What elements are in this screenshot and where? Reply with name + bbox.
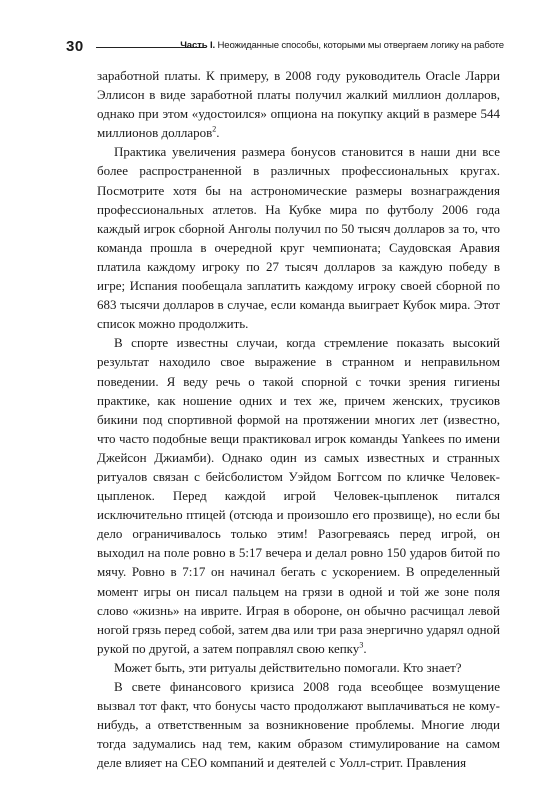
running-header <box>60 38 504 58</box>
paragraph: заработной платы. К примеру, в 2008 году руководитель Oracle Ларри Эллисон в виде заработной платы получил жалкий миллион долларов, однако при этом «удостоился» опциона на покупку акций в размере 544 миллионов долларов$^2$. <box>97 68 500 141</box>
part-label: Часть I. <box>180 40 215 51</box>
paragraph: Может быть, эти ритуалы действительно помогали. Кто знает? <box>114 659 462 675</box>
paragraph: Практика увеличения размера бонусов становится в наши дни все более распространенной в различных профессиональных кругах. Посмотрите хотя бы на астрономические размеры вознаграждения профессиональных атлетов. На Кубке мира по футболу 2006 года каждый игрок сборной Анголы получил по 50 тысяч долларов за то, что команда прошла в очередной круг чемпионата; Саудовская Аравия платила каждому игроку по 27 тысяч долларов за каждую победу в игре; Испания пообещала заплатить каждому игроку своей сборной по 683 тысячи долларов в случае, если команда выиграет Кубок мира. Этот список можно продолжить. <box>97 144 500 332</box>
running-title <box>180 40 504 51</box>
paragraph: В свете финансового кризиса 2008 года всеобщее возмущение вызвал тот факт, что бонусы часто продолжают выплачиваться не кому-нибудь, а ответственным за возникновение проблемы. Многие люди тогда задумались над тем, каким образом стимулирование на самом деле влияет на CEO компаний и деятелей с Уолл-стрит. Правления <box>97 679 500 771</box>
body-text <box>97 66 500 772</box>
paragraph: В спорте известны случаи, когда стремление показать высокий результат находило свое выражение в странном и неправильном поведении. Я веду речь о такой спорной с точки зрения гигиены практике, как ношение одних и тех же, причем женских, трусиков бикини под спортивной формой на протяжении многих лет (известно, что часто подобные вещи практиковал игрок команды Yankees по имени Джейсон Джиамби). Однако один из самых известных и странных ритуалов связан с бейсболистом Уэйдом Боггсом по кличке Человек-цыпленок. Перед каждой игрой Человек-цыпленок питался исключительно птицей (отсюда и произошло его прозвище), но если бы дело ограничивалось только этим! Разогреваясь перед игрой, он выходил на поле ровно в 5:17 вечера и делал ровно 150 ударов битой по мячу. Ровно в 7:17 он начинал бегать с ускорением. В определенный момент игры он писал пальцем на грязи в одной и той же зоне поля слово «жизнь» на иврите. Играя в обороне, он обычно расчищал левой ногой грязь перед собой, затем два или три раза энергично ударял одной рукой по другой, а затем поправлял свою кепку$^3$. <box>97 335 500 656</box>
page-number: 30 <box>66 38 84 55</box>
paragraph-text: В спорте известны случаи, когда стремление показать высокий результат находило свое выражение в странном и неправильном поведении. Я веду речь о такой спорной с точки зрения гигиены практике, как ношение одних и тех же, причем женских, трусиков бикини под спортивной формой на протяжении многих лет (известно, что часто подобные вещи практиковал игрок команды Yankees по имени Джейсон Джиамби). Однако один из самых известных и странных ритуалов связан с бейсболистом Уэйдом Боггсом по кличке Человек-цыпленок. Перед каждой игрой Человек-цыпленок питался исключительно птицей (отсюда и произошло его прозвище), но если бы дело ограничивалось только этим! Разогреваясь перед игрой, он выходил на поле ровно в 5:17 вечера и делал ровно 150 ударов битой по мячу. Ровно в 7:17 он начинал бегать с ускорением. В определенный момент игры он писал пальцем на грязи в одной и той же зоне поля слово «жизнь» на иврите. Играя в обороне, он обычно расчищал левой ногой грязь перед собой, затем два или три раза энергично ударял одной рукой по другой, а затем поправлял свою кепку <box>97 335 500 656</box>
footnote-ref: 2 <box>212 124 217 134</box>
footnote-ref: 3 <box>359 640 364 650</box>
paragraph-text: заработной платы. К примеру, в 2008 году руководитель Oracle Ларри Эллисон в виде заработной платы получил жалкий миллион долларов, однако при этом «удостоился» опциона на покупку акций в размере 544 миллионов долларов <box>97 68 500 141</box>
part-title: Неожиданные способы, которыми мы отвергаем логику на работе <box>217 40 504 51</box>
